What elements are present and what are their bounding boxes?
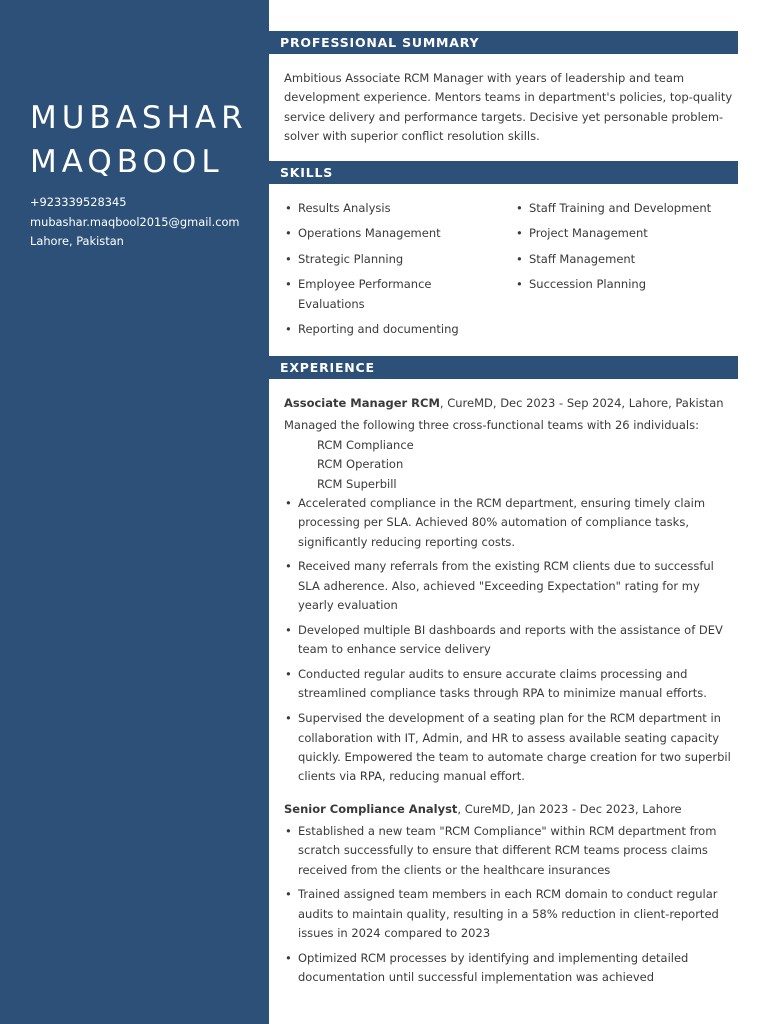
section-heading-summary: PROFESSIONAL SUMMARY <box>269 31 738 54</box>
summary-text: Ambitious Associate RCM Manager with years of leadership and team development experience. Mentors teams in department's policies, top-quality service delivery and performance targets. Decisive yet personable problem-solver with superior conflict resolution skills. <box>284 71 733 143</box>
team-item: RCM Operation <box>317 457 404 472</box>
job-bullet: • Received many referrals from the existing RCM clients due to successful SLA adherence. Also, achieved "Exceeding Expectation" rating for my yearly evaluation <box>284 557 738 615</box>
skill-item: • Results Analysis <box>284 199 484 218</box>
team-item: RCM Compliance <box>317 438 414 452</box>
first-name: MUBASHAR <box>30 100 248 136</box>
sidebar <box>0 0 269 1024</box>
job-bullet: • Accelerated compliance in the RCM department, ensuring timely claim processing per SLA. Achieved 80% automation of compliance tasks, significantly reducing reporting costs. <box>284 494 738 552</box>
job-bullet: • Optimized RCM processes by identifying and implementing detailed documentation until successful implementation was achieved <box>284 949 738 988</box>
team-item: RCM Superbill <box>317 476 397 491</box>
skill-item: • Staff Training and Development <box>515 199 738 218</box>
skill-item: • Staff Management <box>515 250 738 269</box>
job-title: Associate Manager RCM <box>284 396 440 410</box>
job-intro: Managed the following three cross-functional teams with 26 individuals: <box>284 418 699 432</box>
job-bullet: • Developed multiple BI dashboards and reports with the assistance of DEV team to enhance service delivery <box>284 621 738 660</box>
skill-item: • Reporting and documenting <box>284 320 484 339</box>
skill-item: • Succession Planning <box>515 275 738 294</box>
job-bullet: • Trained assigned team members in each RCM domain to conduct regular audits to maintain quality, resulting in a 58% reduction in client-reported issues in 2024 compared to 2023 <box>284 885 738 943</box>
team-list <box>317 436 414 494</box>
skill-item: • Strategic Planning <box>284 250 484 269</box>
job-bullet: • Conducted regular audits to ensure accurate claims processing and streamlined compliance tasks through RPA to minimize manual efforts. <box>284 665 738 704</box>
email-address: mubashar.maqbool2015@gmail.com <box>30 214 240 229</box>
location: Lahore, Pakistan <box>30 234 124 248</box>
job-bullet: • Supervised the development of a seating plan for the RCM department in collaboration with IT, Admin, and HR to assess available seating capacity quickly. Empowered the team to automate charge creation for two superbil clients via RPA, reducing manual effort. <box>284 709 738 786</box>
contact-info <box>30 193 266 252</box>
skills-list-right <box>515 199 738 301</box>
job-bullets <box>284 822 738 993</box>
skills-list-left <box>284 199 484 346</box>
skill-item: • Employee Performance Evaluations <box>284 275 484 314</box>
last-name: MAQBOOL <box>30 144 224 180</box>
job-details: , CureMD, Jan 2023 - Dec 2023, Lahore <box>457 802 682 816</box>
candidate-name <box>30 96 265 184</box>
job-bullet: • Established a new team "RCM Compliance" within RCM department from scratch successfully to ensure that different RCM teams process claims received from the clients or the healthcare insurances <box>284 822 738 880</box>
section-heading-skills: SKILLS <box>269 161 738 184</box>
section-heading-experience: EXPERIENCE <box>269 356 738 379</box>
job-bullets <box>284 494 738 792</box>
job-title: Senior Compliance Analyst <box>284 802 458 816</box>
job-header <box>284 394 738 413</box>
job-header <box>284 800 738 819</box>
phone-number: +923339528345 <box>30 195 127 209</box>
skill-item: • Project Management <box>515 224 738 243</box>
skill-item: • Operations Management <box>284 224 484 243</box>
job-details: , CureMD, Dec 2023 - Sep 2024, Lahore, Pakistan <box>439 396 724 410</box>
